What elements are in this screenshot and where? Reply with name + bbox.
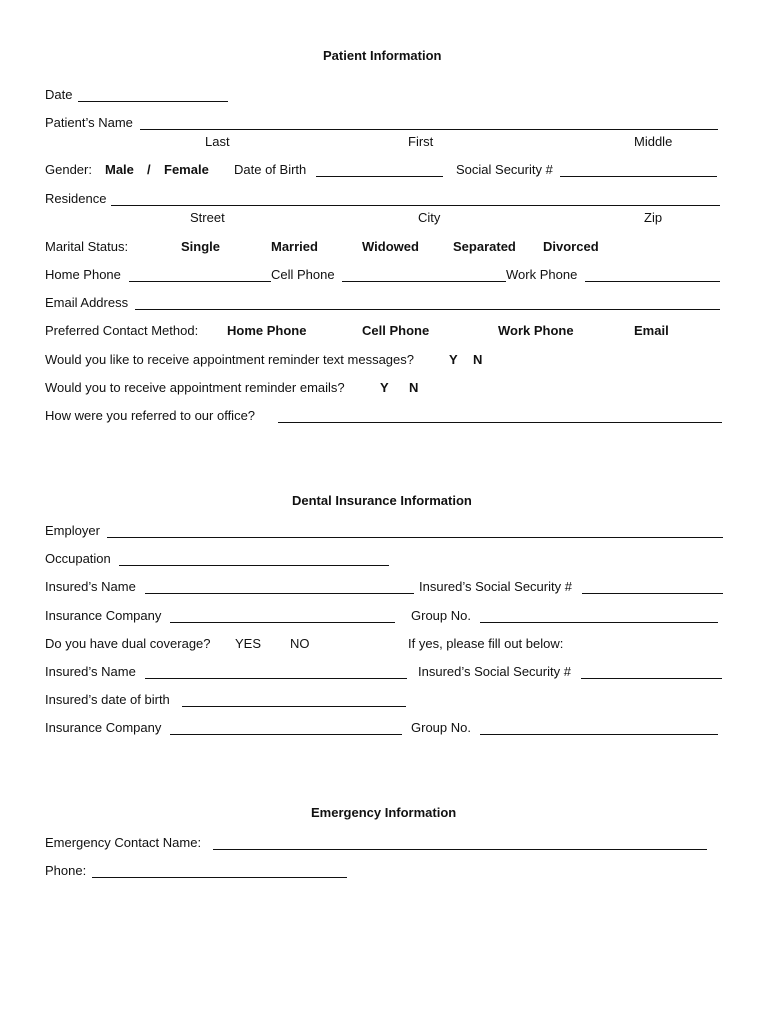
secondary-insured-name-field[interactable] [145,678,407,679]
home-phone-label: Home Phone [45,267,121,282]
insured-name-field[interactable] [145,593,414,594]
dual-coverage-no[interactable]: NO [290,636,310,651]
marital-option-single[interactable]: Single [181,239,221,254]
gender-female-option[interactable]: Female [164,162,209,177]
dob-field[interactable] [316,176,443,177]
email-address-field[interactable] [135,309,720,310]
secondary-insurance-company-label: Insurance Company [45,720,162,735]
secondary-insured-ssn-field[interactable] [581,678,722,679]
gender-male-option[interactable]: Male [105,162,134,177]
employer-label: Employer [45,523,100,538]
cell-phone-field[interactable] [342,281,506,282]
name-last-caption: Last [205,134,230,149]
secondary-insured-ssn-label: Insured’s Social Security # [418,664,571,679]
emergency-phone-label: Phone: [45,863,87,878]
ssn-label: Social Security # [456,162,553,177]
work-phone-field[interactable] [585,281,720,282]
emergency-phone-field[interactable] [92,877,347,878]
dual-coverage-instruction: If yes, please fill out below: [408,636,564,651]
secondary-insured-dob-field[interactable] [182,706,406,707]
occupation-field[interactable] [119,565,389,566]
email-reminder-question: Would you to receive appointment reminder emails? [45,380,345,395]
secondary-group-number-label: Group No. [411,720,471,735]
residence-label: Residence [45,191,107,206]
dob-label: Date of Birth [234,162,307,177]
cell-phone-label: Cell Phone [271,267,335,282]
marital-option-widowed[interactable]: Widowed [362,239,419,254]
insurance-company-field[interactable] [170,622,395,623]
contact-option-cell-phone[interactable]: Cell Phone [362,323,430,338]
patient-name-label: Patient’s Name [45,115,133,130]
referral-field[interactable] [278,422,722,423]
marital-option-separated[interactable]: Separated [453,239,516,254]
work-phone-label: Work Phone [506,267,578,282]
email-reminder-no[interactable]: N [409,380,419,395]
referral-question: How were you referred to our office? [45,408,256,423]
patient-name-field[interactable] [140,129,718,130]
emergency-contact-name-field[interactable] [213,849,707,850]
date-field[interactable] [78,101,228,102]
secondary-insured-dob-label: Insured’s date of birth [45,692,170,707]
insured-ssn-label: Insured’s Social Security # [419,579,572,594]
text-reminder-yes[interactable]: Y [449,352,458,367]
email-address-label: Email Address [45,295,129,310]
contact-option-work-phone[interactable]: Work Phone [498,323,574,338]
group-number-field[interactable] [480,622,718,623]
emergency-contact-name-label: Emergency Contact Name: [45,835,202,850]
patient-section-title: Patient Information [323,48,442,63]
gender-label: Gender: [45,162,92,177]
ssn-field[interactable] [560,176,717,177]
marital-option-divorced[interactable]: Divorced [543,239,599,254]
employer-field[interactable] [107,537,723,538]
residence-city-caption: City [418,210,441,225]
residence-field[interactable] [111,205,720,206]
residence-street-caption: Street [190,210,225,225]
emergency-section-title: Emergency Information [311,805,457,820]
secondary-group-number-field[interactable] [480,734,718,735]
insurance-company-label: Insurance Company [45,608,162,623]
residence-zip-caption: Zip [644,210,663,225]
insured-ssn-field[interactable] [582,593,723,594]
gender-separator: / [147,162,151,177]
contact-option-home-phone[interactable]: Home Phone [227,323,307,338]
secondary-insured-name-label: Insured’s Name [45,664,136,679]
marital-option-married[interactable]: Married [271,239,318,254]
email-reminder-yes[interactable]: Y [380,380,389,395]
insured-name-label: Insured’s Name [45,579,136,594]
home-phone-field[interactable] [129,281,271,282]
occupation-label: Occupation [45,551,111,566]
preferred-contact-label: Preferred Contact Method: [45,323,199,338]
marital-status-label: Marital Status: [45,239,129,254]
group-number-label: Group No. [411,608,471,623]
date-label: Date [45,87,73,102]
name-middle-caption: Middle [634,134,673,149]
text-reminder-question: Would you like to receive appointment reminder text messages? [45,352,415,367]
insurance-section-title: Dental Insurance Information [292,493,472,508]
text-reminder-no[interactable]: N [473,352,483,367]
secondary-insurance-company-field[interactable] [170,734,402,735]
dual-coverage-yes[interactable]: YES [235,636,262,651]
contact-option-email[interactable]: Email [634,323,669,338]
name-first-caption: First [408,134,434,149]
dual-coverage-question: Do you have dual coverage? [45,636,211,651]
